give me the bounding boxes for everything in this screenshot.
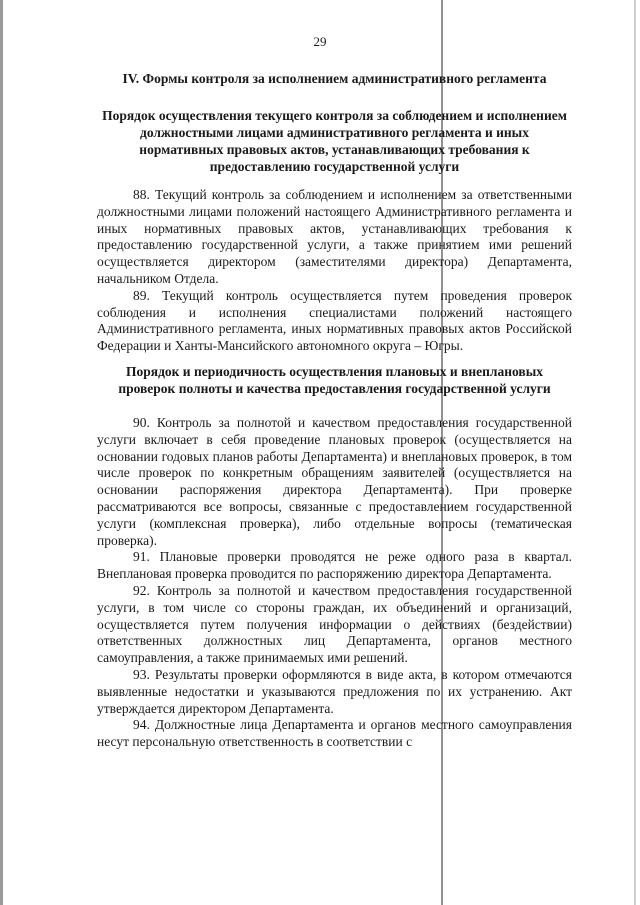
paragraph-91: 91. Плановые проверки проводятся не реже одного раза в квартал. Внеплановая проверка проводится по распоряжению директора Департамента. [97, 549, 572, 582]
paragraph-92: 92. Контроль за полнотой и качеством предоставления государственной услуги, в том числе со стороны граждан, их объединений и организаций, осуществляется путем получения информации о действиях (бездействии) ответственных должностных лиц Департамента, органов местного самоуправления, а также принимаемых ими решений. [97, 582, 572, 666]
paragraph-94: 94. Должностные лица Департамента и органов местного самоуправления несут персональную ответственность в соответствии с [97, 717, 572, 750]
paragraph-90: 90. Контроль за полнотой и качеством предоставления государственной услуги включает в себя проведение плановых проверок (осуществляется на основании годовых планов работы Департамента) и внеплановых проверок, в том числе проверок по конкретным обращениям заявителей (осуществляется на основании распоряжения директора Департамента). При проверке рассматриваются все вопросы, связанные с предоставлением государственной услуги (комплексная проверка), либо отдельные вопросы (тематическая проверка). [97, 414, 572, 548]
section-title: IV. Формы контроля за исполнением административного регламента [122, 71, 547, 86]
scan-edge-right [634, 0, 636, 905]
scan-edge-left [0, 0, 3, 905]
page-number: 29 [313, 34, 327, 49]
paragraph-89: 89. Текущий контроль осуществляется путем проведения проверок соблюдения и исполнения специалистами положений настоящего Административного регламента, иных нормативных правовых актов Российской Федерации и Ханты-Мансийского автономного округа – Югры. [97, 287, 572, 354]
paragraph-88: 88. Текущий контроль за соблюдением и исполнением за ответственными должностными лицами положений настоящего Административного регламента и иных нормативных правовых актов, устанавливающих требования к предоставлению государственной услуги, а также принятием ими решений осуществляется директором (заместителями директора) Департамента, начальником Отдела. [97, 187, 572, 286]
subsection-title-current-control: Порядок осуществления текущего контроля за соблюдением и исполнением должностными лицами административного регламента и иных нормативных правовых актов, устанавливающих требования к предоставлению государственной услуги [102, 108, 567, 174]
subsection-title-inspections: Порядок и периодичность осуществления плановых и внеплановых проверок полноты и качества предоставления государственной услуги [118, 363, 551, 396]
paragraph-93: 93. Результаты проверки оформляются в виде акта, в котором отмечаются выявленные недостатки и указываются предложения по их устранению. Акт утверждается директором Департамента. [97, 666, 572, 716]
document-body [97, 70, 572, 751]
